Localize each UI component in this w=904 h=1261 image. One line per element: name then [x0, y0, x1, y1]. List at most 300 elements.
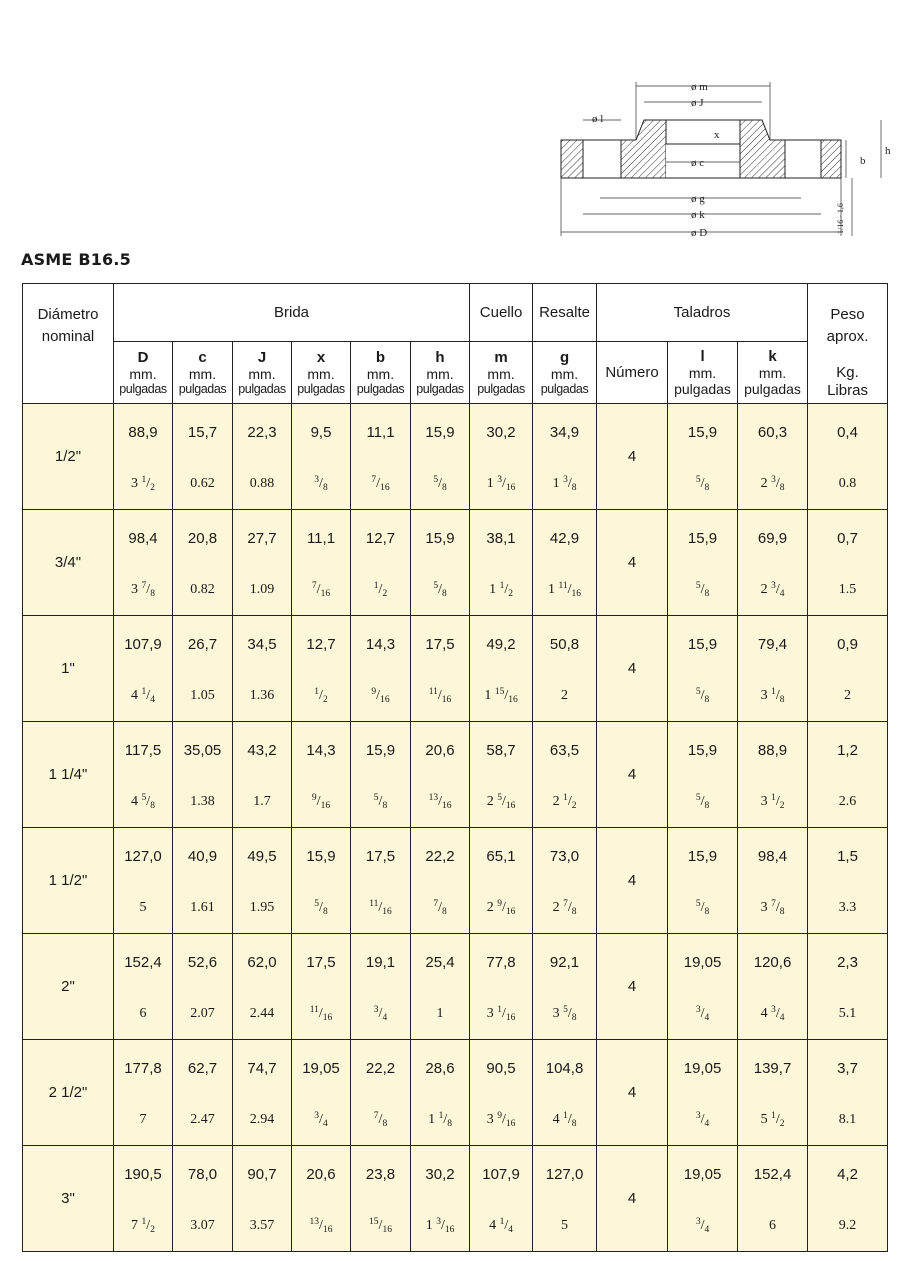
frac-den: 4	[704, 1012, 710, 1023]
frac-num: 11	[369, 898, 379, 909]
frac-num: 3	[695, 1004, 701, 1015]
header-col-c	[173, 342, 233, 404]
frac-whole: 3	[486, 1111, 494, 1127]
value-mm: 49,2	[470, 616, 533, 671]
header-col-D	[114, 342, 173, 404]
value-inch: 6	[114, 988, 173, 1040]
col-symbol: m	[494, 348, 508, 366]
value-mm: 92,1	[533, 934, 597, 989]
dim-tolerance: 1/16 - 1,6	[836, 203, 845, 234]
frac-den: 2	[508, 588, 513, 599]
frac-den: 16	[320, 588, 331, 599]
value-inch-fraction: 7 $^1/_2$	[114, 1200, 173, 1252]
value-inch: 3.57	[233, 1200, 292, 1252]
value-inch-fraction: 4 $^1/_8$	[533, 1094, 597, 1146]
table-row	[23, 616, 888, 671]
table-row	[23, 1040, 888, 1095]
value-inch-fraction: $^5/_8$	[668, 564, 738, 616]
frac-num: 5	[373, 792, 379, 803]
frac-num: 1	[314, 686, 320, 697]
value-mm: 58,7	[470, 722, 533, 777]
header-peso	[808, 284, 888, 404]
frac-num: 1	[563, 792, 568, 803]
header-col-m	[470, 342, 533, 404]
holes-number: 4	[597, 828, 668, 934]
value-mm: 43,2	[233, 722, 292, 777]
col-unit-in: pulgadas	[477, 381, 525, 396]
frac-den: 4	[508, 1224, 513, 1235]
value-mm: 50,8	[533, 616, 597, 671]
value-mm: 11,1	[351, 404, 411, 459]
frac-den: 2	[322, 694, 328, 705]
value-inch-fraction: $^3/_4$	[668, 1200, 738, 1252]
frac-num: 7	[433, 898, 439, 909]
frac-num: 9	[497, 1110, 502, 1121]
frac-whole: 3	[131, 581, 139, 597]
frac-whole: 1	[484, 687, 492, 703]
frac-num: 1	[141, 474, 147, 485]
frac-den: 8	[382, 800, 388, 811]
value-mm: 78,0	[173, 1146, 233, 1201]
value-mm: 12,7	[292, 616, 351, 671]
value-mm: 22,2	[351, 1040, 411, 1095]
frac-num: 1	[499, 580, 505, 591]
frac-den: 16	[382, 906, 392, 917]
value-inch: 1.61	[173, 882, 233, 934]
size-cell: 2 1/2"	[23, 1040, 114, 1146]
table-header	[23, 284, 888, 404]
header-col-h	[411, 342, 470, 404]
value-inch: 0.82	[173, 564, 233, 616]
col-unit-in: pulgadas	[356, 381, 405, 396]
value-mm: 15,9	[668, 510, 738, 565]
value-mm: 15,9	[668, 722, 738, 777]
frac-num: 5	[497, 792, 502, 803]
col-unit-in: pulgadas	[540, 381, 589, 396]
col-symbol: x	[316, 348, 326, 366]
frac-num: 5	[433, 474, 439, 485]
frac-num: 5	[695, 898, 701, 909]
value-inch: 5	[114, 882, 173, 934]
frac-num: 9	[497, 898, 502, 909]
value-inch-fraction: 1 $^1/_2$	[470, 564, 533, 616]
frac-whole: 4	[131, 793, 139, 809]
header-brida: Brida	[114, 284, 470, 342]
value-mm: 19,1	[351, 934, 411, 989]
frac-den: 16	[505, 1012, 516, 1023]
frac-num: 5	[695, 474, 701, 485]
frac-whole: 1	[425, 1217, 433, 1233]
table-row	[23, 458, 888, 510]
col-symbol: b	[375, 348, 386, 366]
value-mm: 26,7	[173, 616, 233, 671]
col-unit-in: pulgadas	[744, 381, 801, 398]
frac-num: 1	[373, 580, 379, 591]
value-inch-fraction: 3 $^1/_8$	[738, 670, 808, 722]
value-mm: 15,7	[173, 404, 233, 459]
table-row	[23, 404, 888, 459]
value-mm: 127,0	[533, 1146, 597, 1201]
frac-den: 16	[571, 588, 582, 599]
frac-whole: 1	[486, 475, 494, 491]
value-mm: 15,9	[411, 510, 470, 565]
value-inch-fraction: $^7/_{16}$	[351, 458, 411, 510]
value-mm: 14,3	[351, 616, 411, 671]
value-mm: 22,2	[411, 828, 470, 883]
value-mm: 23,8	[351, 1146, 411, 1201]
frac-den: 8	[322, 906, 328, 917]
dim-c: ø c	[691, 157, 705, 169]
value-inch-fraction: $^7/_8$	[351, 1094, 411, 1146]
value-mm: 20,6	[292, 1146, 351, 1201]
frac-whole: 3	[552, 1005, 560, 1021]
col-symbol: k	[768, 347, 777, 365]
value-inch: 1.36	[233, 670, 292, 722]
col-symbol: J	[257, 348, 267, 366]
frac-whole: 2	[760, 581, 768, 597]
frac-num: 13	[428, 792, 439, 803]
frac-num: 7	[311, 580, 317, 591]
frac-num: 1	[771, 1110, 776, 1121]
header-diametro: Diámetro nominal	[23, 284, 114, 404]
frac-num: 7	[141, 580, 147, 591]
frac-whole: 4	[552, 1111, 560, 1127]
value-inch: 2.6	[808, 776, 888, 828]
col-symbol: h	[435, 348, 445, 366]
value-mm: 19,05	[668, 1040, 738, 1095]
header-col-g	[533, 342, 597, 404]
frac-num: 7	[771, 898, 776, 909]
col-symbol: D	[137, 348, 149, 366]
frac-den: 8	[150, 800, 155, 811]
frac-num: 3	[314, 1110, 320, 1121]
value-inch: 0.8	[808, 458, 888, 510]
col-unit-mm: mm.	[550, 365, 579, 382]
holes-number: 4	[597, 404, 668, 510]
value-mm: 40,9	[173, 828, 233, 883]
frac-den: 8	[441, 482, 447, 493]
value-inch-fraction: $^3/_4$	[668, 1094, 738, 1146]
value-mm: 90,7	[233, 1146, 292, 1201]
value-inch: 8.1	[808, 1094, 888, 1146]
frac-den: 8	[704, 588, 710, 599]
size-cell: 2"	[23, 934, 114, 1040]
dim-D: ø D	[691, 227, 708, 239]
frac-num: 3	[695, 1110, 701, 1121]
value-inch-fraction: $^3/_4$	[292, 1094, 351, 1146]
frac-whole: 2	[552, 899, 560, 915]
frac-num: 5	[695, 580, 701, 591]
value-mm: 104,8	[533, 1040, 597, 1095]
col-unit-mm: mm.	[426, 365, 454, 382]
value-mm: 74,7	[233, 1040, 292, 1095]
header-libras: Libras	[827, 382, 868, 400]
value-mm: 14,3	[292, 722, 351, 777]
value-mm: 65,1	[470, 828, 533, 883]
value-mm: 127,0	[114, 828, 173, 883]
value-inch-fraction: 3 $^1/_2$	[114, 458, 173, 510]
value-mm: 17,5	[411, 616, 470, 671]
holes-number: 4	[597, 934, 668, 1040]
frac-whole: 2	[486, 899, 494, 915]
value-inch-fraction: 1 $^{15}/_{16}$	[470, 670, 533, 722]
value-mm: 15,9	[411, 404, 470, 459]
frac-num: 7	[371, 474, 377, 485]
frac-num: 1	[141, 1216, 147, 1227]
value-mm: 98,4	[114, 510, 173, 565]
value-mm: 0,7	[808, 510, 888, 565]
table-row	[23, 776, 888, 828]
frac-den: 8	[704, 694, 710, 705]
value-inch-fraction: $^9/_{16}$	[351, 670, 411, 722]
size-cell: 1/2"	[23, 404, 114, 510]
frac-num: 5	[695, 792, 701, 803]
frac-num: 11	[309, 1004, 319, 1015]
value-inch-fraction: 1 $^1/_8$	[411, 1094, 470, 1146]
col-unit-mm: mm.	[366, 365, 395, 382]
value-inch: 7	[114, 1094, 173, 1146]
frac-num: 5	[314, 898, 320, 909]
value-mm: 17,5	[292, 934, 351, 989]
value-mm: 19,05	[668, 934, 738, 989]
value-inch-fraction: 2 $^1/_2$	[533, 776, 597, 828]
frac-den: 8	[382, 1118, 388, 1129]
value-mm: 35,05	[173, 722, 233, 777]
frac-den: 4	[779, 588, 785, 599]
value-inch: 5.1	[808, 988, 888, 1040]
frac-num: 5	[141, 792, 147, 803]
value-inch: 0.62	[173, 458, 233, 510]
frac-num: 1	[499, 1216, 505, 1227]
value-inch: 6	[738, 1200, 808, 1252]
frac-den: 8	[704, 800, 710, 811]
frac-whole: 3	[760, 687, 768, 703]
frac-num: 7	[563, 898, 568, 909]
frac-den: 2	[150, 1224, 155, 1235]
col-unit-mm: mm.	[487, 365, 515, 382]
frac-den: 8	[704, 482, 710, 493]
header-cuello: Cuello	[470, 284, 533, 342]
frac-num: 11	[428, 686, 438, 697]
value-mm: 19,05	[292, 1040, 351, 1095]
frac-whole: 4	[489, 1217, 497, 1233]
value-inch-fraction: 1 $^3/_8$	[533, 458, 597, 510]
dim-k: ø k	[691, 209, 705, 221]
header-col-x	[292, 342, 351, 404]
value-inch: 1.05	[173, 670, 233, 722]
value-inch: 0.88	[233, 458, 292, 510]
table-row	[23, 988, 888, 1040]
value-inch-fraction: $^7/_8$	[411, 882, 470, 934]
value-mm: 63,5	[533, 722, 597, 777]
value-mm: 120,6	[738, 934, 808, 989]
value-mm: 62,7	[173, 1040, 233, 1095]
value-inch-fraction: 4 $^5/_8$	[114, 776, 173, 828]
frac-num: 3	[563, 474, 568, 485]
frac-den: 2	[382, 588, 388, 599]
frac-den: 2	[779, 800, 785, 811]
frac-den: 4	[322, 1118, 328, 1129]
frac-den: 8	[571, 482, 577, 493]
value-mm: 52,6	[173, 934, 233, 989]
value-inch: 2.94	[233, 1094, 292, 1146]
value-mm: 3,7	[808, 1040, 888, 1095]
col-unit-mm: mm.	[129, 365, 157, 382]
frac-num: 1	[497, 1004, 502, 1015]
table-row	[23, 722, 888, 777]
frac-den: 4	[704, 1224, 710, 1235]
flange-spec-table	[22, 283, 888, 1252]
value-mm: 9,5	[292, 404, 351, 459]
table-row	[23, 882, 888, 934]
frac-den: 16	[505, 482, 516, 493]
value-mm: 0,4	[808, 404, 888, 459]
value-inch-fraction: 1 $^3/_{16}$	[411, 1200, 470, 1252]
value-mm: 62,0	[233, 934, 292, 989]
value-inch: 2.07	[173, 988, 233, 1040]
frac-den: 8	[571, 1118, 577, 1129]
frac-den: 16	[505, 1118, 516, 1129]
frac-den: 8	[704, 906, 710, 917]
header-kg: Kg.	[836, 363, 859, 381]
table-body	[23, 404, 888, 1252]
frac-den: 8	[441, 588, 447, 599]
header-resalte: Resalte	[533, 284, 597, 342]
value-mm: 60,3	[738, 404, 808, 459]
header-col-k	[738, 342, 808, 404]
dim-l: ø l	[592, 113, 604, 125]
value-mm: 88,9	[114, 404, 173, 459]
value-inch: 3.07	[173, 1200, 233, 1252]
value-mm: 15,9	[351, 722, 411, 777]
table-row	[23, 510, 888, 565]
frac-whole: 2	[760, 475, 768, 491]
frac-whole: 3	[760, 793, 768, 809]
value-inch-fraction: 2 $^3/_4$	[738, 564, 808, 616]
frac-num: 3	[373, 1004, 379, 1015]
value-inch: 2	[533, 670, 597, 722]
value-mm: 15,9	[668, 404, 738, 459]
dim-m: ø m	[691, 81, 708, 93]
value-inch: 1.09	[233, 564, 292, 616]
value-mm: 139,7	[738, 1040, 808, 1095]
frac-den: 8	[779, 694, 785, 705]
value-mm: 20,6	[411, 722, 470, 777]
value-mm: 34,5	[233, 616, 292, 671]
value-inch-fraction: $^1/_2$	[351, 564, 411, 616]
frac-den: 8	[441, 906, 447, 917]
header-peso-label: Peso aprox.	[826, 306, 869, 345]
frac-whole: 1	[489, 581, 497, 597]
dim-g: ø g	[691, 193, 705, 205]
frac-den: 2	[571, 800, 577, 811]
frac-num: 1	[771, 686, 776, 697]
frac-den: 4	[382, 1012, 388, 1023]
table-row	[23, 934, 888, 989]
col-unit-mm: mm.	[688, 365, 717, 382]
frac-den: 8	[779, 482, 785, 493]
value-inch-fraction: $^5/_8$	[668, 670, 738, 722]
value-inch-fraction: 3 $^1/_{16}$	[470, 988, 533, 1040]
value-mm: 152,4	[114, 934, 173, 989]
value-mm: 34,9	[533, 404, 597, 459]
value-mm: 4,2	[808, 1146, 888, 1201]
col-unit-in: pulgadas	[238, 381, 286, 396]
value-mm: 42,9	[533, 510, 597, 565]
value-inch-fraction: 2 $^9/_{16}$	[470, 882, 533, 934]
value-inch-fraction: 4 $^3/_4$	[738, 988, 808, 1040]
table-row	[23, 1094, 888, 1146]
header-col-l	[668, 342, 738, 404]
value-inch-fraction: 4 $^1/_4$	[114, 670, 173, 722]
value-mm: 1,2	[808, 722, 888, 777]
value-inch-fraction: 1 $^3/_{16}$	[470, 458, 533, 510]
col-unit-in: pulgadas	[416, 381, 464, 396]
frac-num: 5	[563, 1004, 568, 1015]
value-inch-fraction: 1 $^{11}/_{16}$	[533, 564, 597, 616]
frac-whole: 4	[131, 687, 139, 703]
value-inch-fraction: $^3/_4$	[351, 988, 411, 1040]
table-row	[23, 1200, 888, 1252]
frac-den: 16	[508, 694, 518, 705]
value-mm: 190,5	[114, 1146, 173, 1201]
table-row	[23, 670, 888, 722]
dim-h: h	[885, 145, 891, 157]
size-cell: 3/4"	[23, 510, 114, 616]
frac-den: 16	[441, 694, 452, 705]
frac-den: 4	[150, 694, 155, 705]
value-inch-fraction: $^7/_{16}$	[292, 564, 351, 616]
frac-num: 15	[369, 1216, 379, 1227]
value-mm: 25,4	[411, 934, 470, 989]
frac-den: 8	[447, 1118, 452, 1129]
frac-den: 16	[444, 1224, 455, 1235]
value-inch: 1.38	[173, 776, 233, 828]
size-cell: 1 1/2"	[23, 828, 114, 934]
col-unit-mm: mm.	[248, 365, 276, 382]
value-inch: 5	[533, 1200, 597, 1252]
value-inch-fraction: $^9/_{16}$	[292, 776, 351, 828]
value-inch-fraction: $^{15}/_{16}$	[351, 1200, 411, 1252]
frac-num: 3	[497, 474, 502, 485]
frac-den: 2	[150, 482, 155, 493]
col-unit-mm: mm.	[307, 365, 335, 382]
frac-num: 7	[373, 1110, 379, 1121]
value-mm: 117,5	[114, 722, 173, 777]
value-mm: 69,9	[738, 510, 808, 565]
frac-den: 4	[779, 1012, 785, 1023]
table-row	[23, 1146, 888, 1201]
value-mm: 73,0	[533, 828, 597, 883]
value-inch-fraction: $^1/_2$	[292, 670, 351, 722]
dim-b: b	[860, 155, 866, 167]
frac-den: 2	[779, 1118, 785, 1129]
dim-x: x	[714, 129, 720, 141]
frac-num: 15	[494, 686, 505, 697]
value-inch-fraction: 5 $^1/_2$	[738, 1094, 808, 1146]
col-symbol: g	[559, 348, 570, 366]
frac-whole: 1	[428, 1111, 436, 1127]
frac-num: 1	[771, 792, 776, 803]
frac-whole: 4	[760, 1005, 768, 1021]
frac-den: 8	[571, 1012, 577, 1023]
frac-den: 16	[505, 906, 516, 917]
frac-num: 3	[771, 1004, 776, 1015]
size-cell: 1 1/4"	[23, 722, 114, 828]
value-inch-fraction: 2 $^5/_{16}$	[470, 776, 533, 828]
frac-den: 16	[505, 800, 516, 811]
frac-num: 9	[371, 686, 377, 697]
